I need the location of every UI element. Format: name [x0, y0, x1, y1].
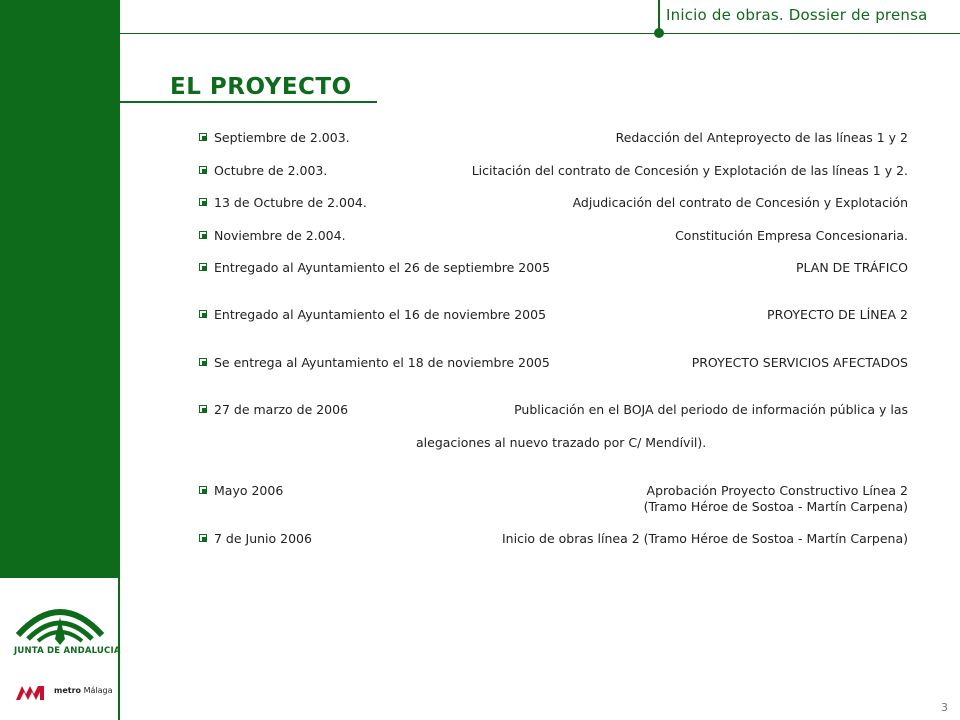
item-description-continuation: alegaciones al nuevo trazado por C/ Mendívil). [416, 435, 707, 450]
item-description: Constitución Empresa Concesionaria. [675, 228, 908, 243]
header-title: Inicio de obras. Dossier de prensa [666, 6, 928, 24]
item-description: PROYECTO DE LÍNEA 2 [767, 307, 908, 322]
item-date: 27 de marzo de 2006 [214, 402, 349, 417]
item-date: Se entrega al Ayuntamiento el 18 de noviembre 2005 [214, 355, 550, 370]
item-date: Entregado al Ayuntamiento el 26 de septiembre 2005 [214, 260, 551, 275]
checkbox-bullet-icon [199, 405, 207, 413]
item-description: PROYECTO SERVICIOS AFECTADOS [691, 355, 908, 370]
title-underline [120, 101, 377, 103]
checkbox-bullet-icon [199, 358, 207, 366]
page-number: 3 [941, 701, 948, 714]
checkbox-bullet-icon [199, 310, 207, 318]
checkbox-bullet-icon [199, 534, 207, 542]
checkbox-bullet-icon [199, 263, 207, 271]
item-date: 13 de Octubre de 2.004. [214, 195, 367, 210]
item-description: Inicio de obras línea 2 (Tramo Héroe de Sostoa - Martín Carpena) [502, 531, 908, 546]
checkbox-bullet-icon [199, 486, 207, 494]
item-date: Mayo 2006 [214, 483, 284, 498]
header-dot [654, 28, 664, 38]
item-description: PLAN DE TRÁFICO [796, 260, 908, 275]
checkbox-bullet-icon [199, 133, 207, 141]
header-rule [120, 33, 960, 34]
checkbox-bullet-icon [199, 231, 207, 239]
metro-logo-city: Málaga [83, 686, 113, 695]
item-date: Noviembre de 2.004. [214, 228, 346, 243]
item-date: Octubre de 2.003. [214, 163, 328, 178]
metro-logo-word: metro [54, 686, 82, 695]
item-description: Licitación del contrato de Concesión y Explotación de las líneas 1 y 2. [471, 163, 908, 178]
item-date: Entregado al Ayuntamiento el 16 de noviembre 2005 [214, 307, 547, 322]
item-description: Adjudicación del contrato de Concesión y Explotación [572, 195, 908, 210]
item-description: Aprobación Proyecto Constructivo Línea 2 [646, 483, 908, 498]
page-title: EL PROYECTO [170, 74, 352, 100]
item-description: Redacción del Anteproyecto de las líneas 1 y 2 [615, 130, 908, 145]
item-date: Septiembre de 2.003. [214, 130, 350, 145]
junta-logo-label: JUNTA DE ANDALUCIA [14, 646, 121, 656]
checkbox-bullet-icon [199, 166, 207, 174]
item-description-continuation: (Tramo Héroe de Sostoa - Martín Carpena) [643, 499, 908, 514]
metro-logo-text [54, 686, 113, 695]
left-sidebar-band [0, 0, 120, 578]
checkbox-bullet-icon [199, 198, 207, 206]
item-description: Publicación en el BOJA del periodo de información pública y las [514, 402, 908, 417]
item-date: 7 de Junio 2006 [214, 531, 312, 546]
